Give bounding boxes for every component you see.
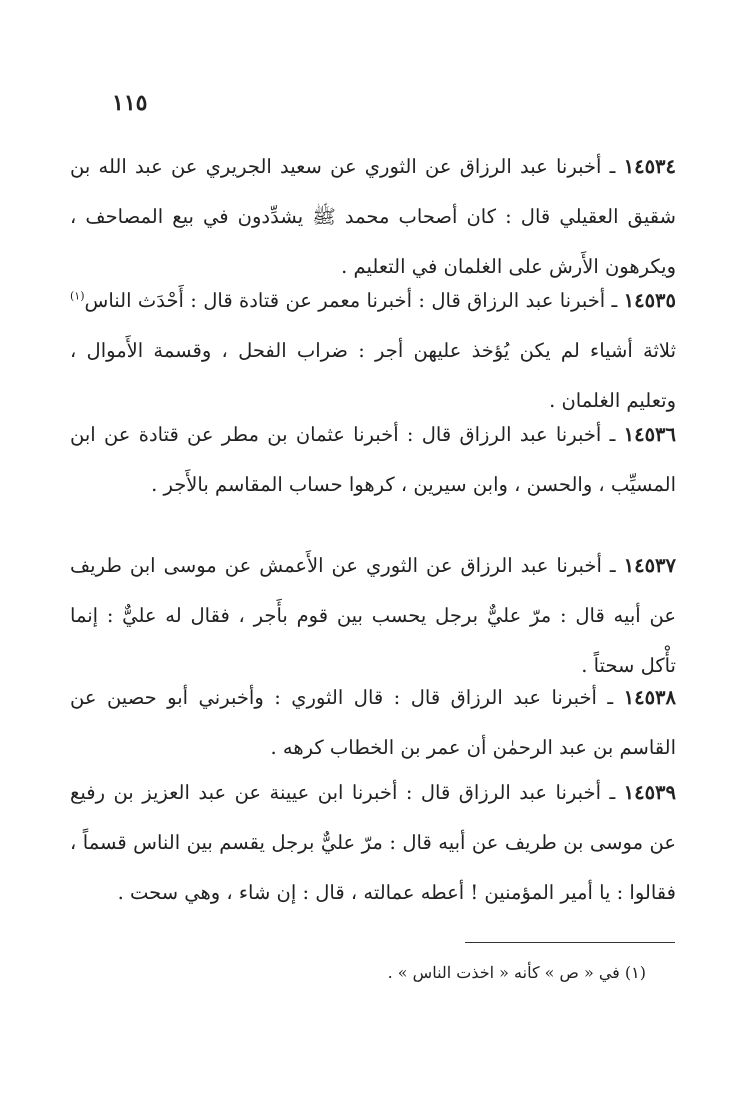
hadith-text: ـ أخبرنا عبد الرزاق قال : أخبرنا عثمان بن مطر عن قتادة عن ابن المسيِّب ، والحسن ، وابن سيرين ، كرهوا حساب المقاسم بالأَجر .: [70, 423, 676, 496]
footnote: (١) في « ص » كأنه « اخذت الناس » .: [387, 963, 646, 982]
page-number: ١١٥: [112, 90, 148, 116]
hadith-text: ـ أخبرنا عبد الرزاق عن الثوري عن سعيد الجريري عن عبد الله بن شقيق العقيلي قال : كان أصحاب محمد ﷺ يشدِّدون في بيع المصاحف ، ويكرهون الأَرش على الغلمان في التعليم .: [70, 155, 676, 278]
hadith-number: ١٤٥٣٩: [623, 781, 676, 804]
hadith-14538: [70, 673, 676, 773]
hadith-number: ١٤٥٣٤: [623, 155, 676, 178]
hadith-14534: [70, 142, 676, 292]
hadith-number: ١٤٥٣٧: [623, 554, 676, 577]
hadith-text: ـ أخبرنا عبد الرزاق قال : قال الثوري : وأخبرني أبو حصين عن القاسم بن عبد الرحمٰن أن عمر بن الخطاب كرهه .: [70, 686, 676, 759]
hadith-number: ١٤٥٣٦: [623, 423, 676, 446]
footnote-divider: [465, 942, 675, 943]
hadith-number: ١٤٥٣٨: [623, 686, 676, 709]
hadith-14539: [70, 768, 676, 918]
hadith-text: ـ أخبرنا عبد الرزاق قال : أخبرنا ابن عيينة عن عبد العزيز بن رفيع عن موسى بن طريف عن أبيه قال : مرّ عليٌّ برجل يقسم بين الناس قسماً ، فقالوا : يا أمير المؤمنين ! أعطه عمالته ، قال : إن شاء ، وهي سحت .: [70, 781, 676, 904]
hadith-number: ١٤٥٣٥: [623, 289, 676, 312]
hadith-text-continued: ثلاثة أشياء لم يكن يُؤخذ عليهن أجر : ضراب الفحل ، وقسمة الأَموال ، وتعليم الغلمان .: [70, 339, 676, 412]
hadith-14537: [70, 541, 676, 691]
hadith-text: ـ أخبرنا عبد الرزاق عن الثوري عن الأَعمش عن موسى ابن طريف عن أبيه قال : مرّ عليٌّ برجل يحسب بين قوم بأَجر ، فقال له عليٌّ : إنما تأْكل سحتاً .: [70, 554, 676, 677]
footnote-marker: (١): [70, 289, 85, 303]
hadith-14536: [70, 410, 676, 510]
hadith-text: ـ أخبرنا عبد الرزاق قال : أخبرنا معمر عن قتادة قال : أَحْدَث الناس: [84, 289, 624, 312]
hadith-14535: [70, 276, 676, 426]
